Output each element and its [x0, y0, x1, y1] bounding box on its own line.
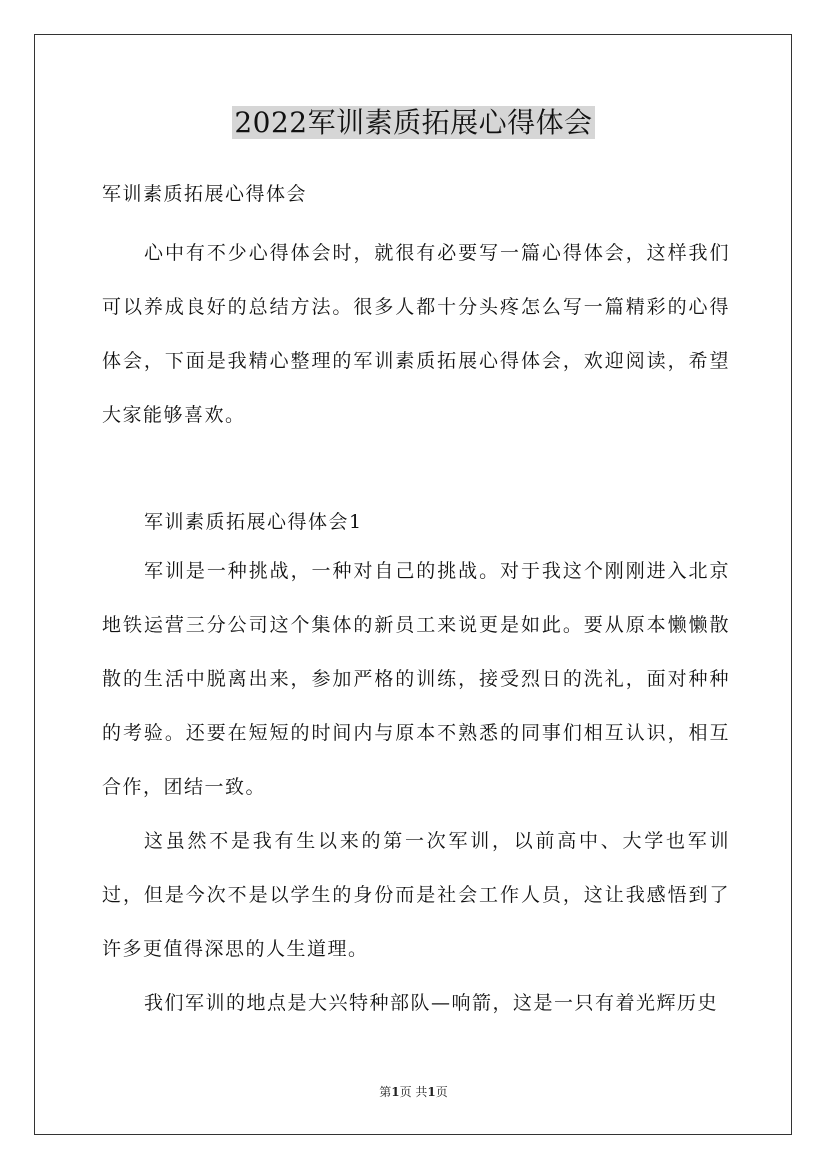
page-prefix: 第 [379, 1085, 392, 1099]
body-paragraph: 军训是一种挑战，一种对自己的挑战。对于我这个刚刚进入北京地铁运营三分公司这个集体的新员工来说更是如此。要从原本懒懒散散的生活中脱离出来，参加严格的训练，接受烈日的洗礼，面对种种的考验。还要在短短的时间内与原本不熟悉的同事们相互认识，相互合作，团结一致。 [102, 560, 730, 798]
page-total: 1 [427, 1085, 436, 1099]
document-body [102, 176, 730, 1030]
intro-paragraph: 心中有不少心得体会时，就很有必要写一篇心得体会，这样我们可以养成良好的总结方法。很多人都十分头疼怎么写一篇精彩的心得体会，下面是我精心整理的军训素质拓展心得体会，欢迎阅读，希望大家能够喜欢。 [102, 242, 730, 426]
document-title [0, 103, 827, 143]
document-title-text: 2022军训素质拓展心得体会 [234, 106, 593, 139]
page-current: 1 [391, 1085, 400, 1099]
subtitle: 军训素质拓展心得体会 [102, 183, 308, 205]
body-paragraph: 这虽然不是我有生以来的第一次军训，以前高中、大学也军训过，但是今次不是以学生的身份而是社会工作人员，这让我感悟到了许多更值得深思的人生道理。 [102, 830, 730, 960]
section-heading: 军训素质拓展心得体会1 [144, 511, 363, 533]
page-mid: 页 共 [399, 1085, 428, 1099]
body-paragraph: 我们军训的地点是大兴特种部队—响箭，这是一只有着光辉历史 [144, 992, 719, 1014]
page-suffix: 页 [435, 1085, 448, 1099]
page-footer [0, 1083, 827, 1101]
